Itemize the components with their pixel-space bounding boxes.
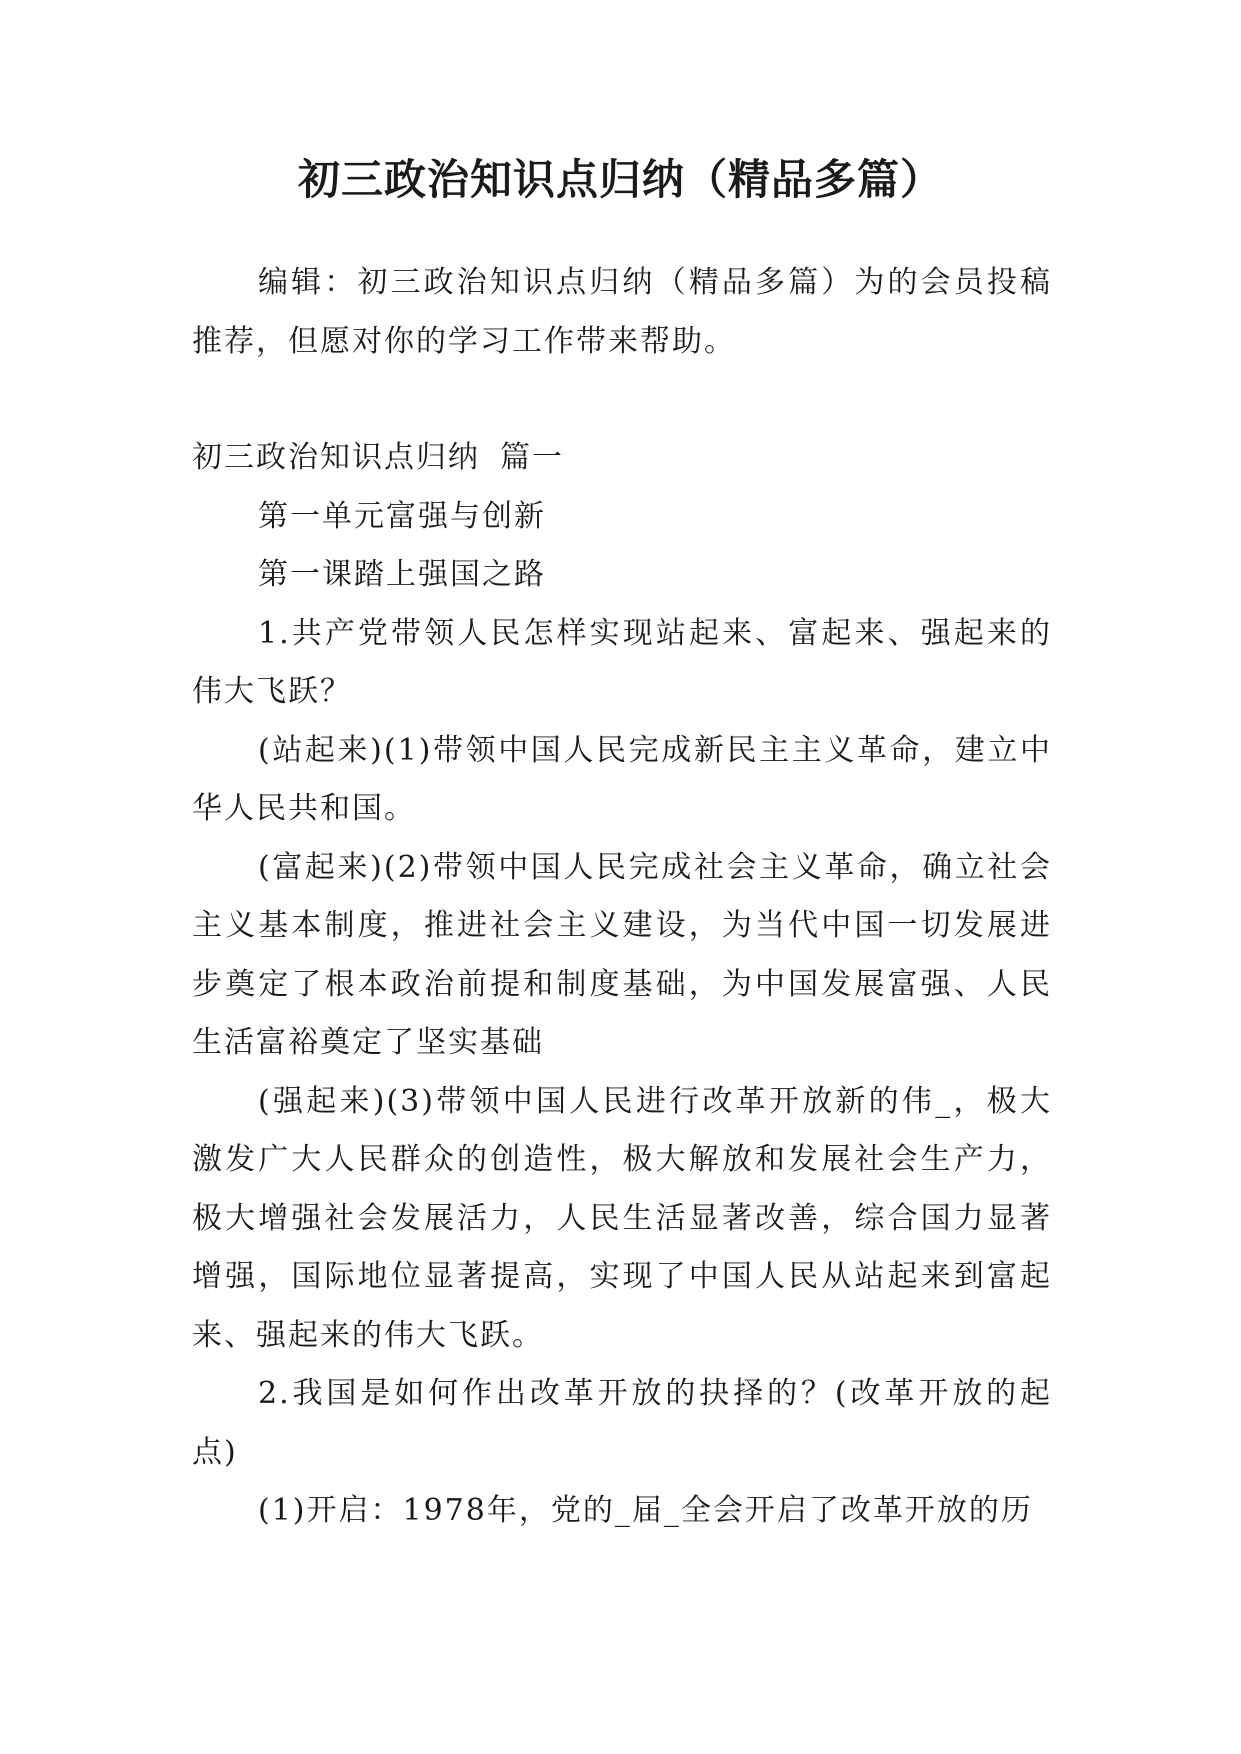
section-tag: 篇一 — [500, 440, 564, 475]
content-paragraph: 1.共产党带领人民怎样实现站起来、富起来、强起来的伟大飞跃？ — [192, 615, 1052, 709]
lesson-title: 第一课踏上强国之路 — [258, 557, 546, 592]
content-paragraph: (强起来)(3)带领中国人民进行改革开放新的伟_，极大激发广大人民群众的创造性，极大解放和发展社会生产力，极大增强社会发展活力，人民生活显著改善，综合国力显著增强，国际地位显著提高，实现了中国人民从站起来到富起来、强起来的伟大飞跃。 — [192, 1083, 1052, 1353]
content-paragraph: (站起来)(1)带领中国人民完成新民主主义革命，建立中华人民共和国。 — [192, 732, 1052, 826]
content-paragraph: 2.我国是如何作出改革开放的抉择的？(改革开放的起点) — [192, 1376, 1052, 1470]
intro-paragraph: 编辑：初三政治知识点归纳（精品多篇）为的会员投稿推荐，但愿对你的学习工作带来帮助。 — [192, 265, 1052, 359]
section-heading — [192, 429, 1052, 488]
section-heading-text: 初三政治知识点归纳 — [192, 440, 480, 475]
paragraph-spacer — [192, 371, 1052, 429]
content-paragraph: (1)开启：1978年，党的_届_全会开启了改革开放的历 — [258, 1493, 1033, 1528]
content-paragraph: (富起来)(2)带领中国人民完成社会主义革命，确立社会主义基本制度，推进社会主义建设，为当代中国一切发展进步奠定了根本政治前提和制度基础，为中国发展富强、人民生活富裕奠定了坚实基础 — [192, 849, 1052, 1060]
document-title: 初三政治知识点归纳（精品多篇） — [297, 155, 943, 204]
unit-title: 第一单元富强与创新 — [258, 498, 546, 534]
document-body — [192, 254, 1052, 1541]
